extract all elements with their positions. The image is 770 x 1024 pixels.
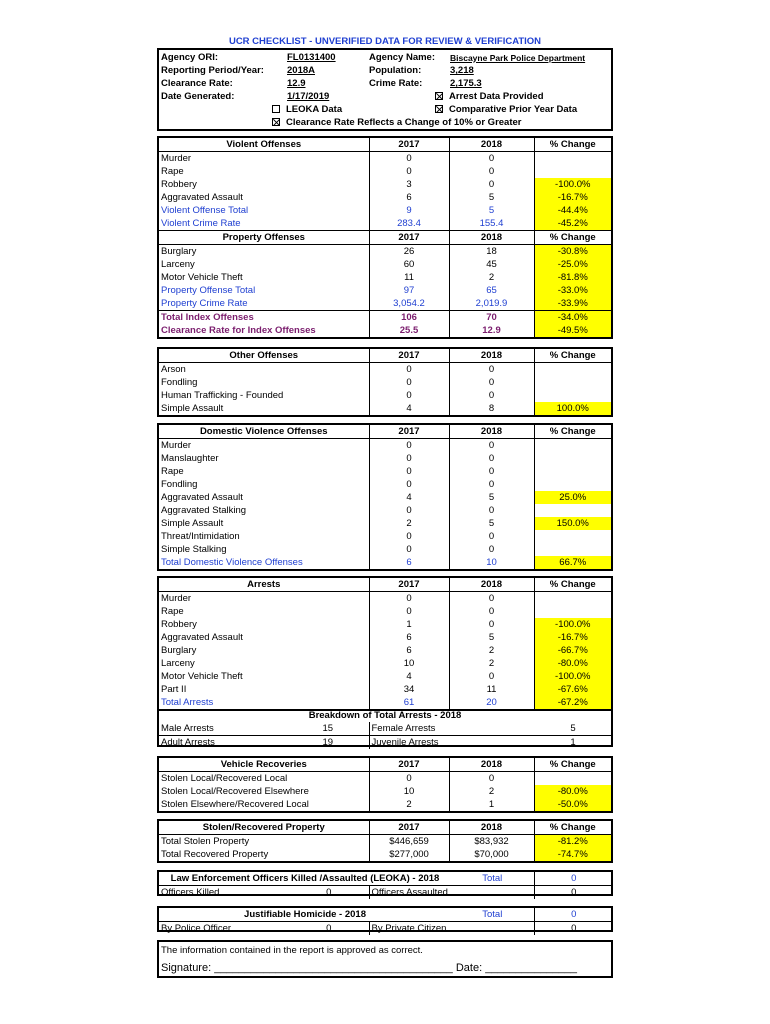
- column-header-2017: 2017: [369, 578, 449, 592]
- value-2018: 2,019.9: [449, 297, 534, 311]
- row-label: Arson: [161, 364, 186, 375]
- percent-change: -81.2%: [534, 835, 611, 849]
- table-row: [159, 504, 611, 517]
- table-row: [159, 683, 611, 696]
- row-label: Violent Crime Rate: [161, 218, 241, 229]
- section-title: Other Offenses: [159, 349, 369, 363]
- table-row: [159, 670, 611, 683]
- value-2018: 0: [449, 592, 534, 606]
- value-2017: 9: [369, 204, 449, 217]
- table-row: [159, 772, 611, 786]
- by-citizen-label: By Private Citizen: [369, 922, 449, 936]
- leoka-section: [157, 870, 613, 896]
- adult-arrests-value: 19: [322, 737, 334, 748]
- value-2018: 65: [449, 284, 534, 297]
- value-2017: 25.5: [369, 324, 449, 337]
- table-row: [159, 376, 611, 389]
- percent-change: 66.7%: [534, 556, 611, 569]
- homicide-title: Justifiable Homicide - 2018: [244, 909, 366, 920]
- agency-header: [157, 48, 613, 131]
- value-2018: 0: [449, 670, 534, 683]
- leoka-total-value: 0: [534, 872, 611, 886]
- value-2017: 0: [369, 152, 449, 166]
- column-header-2018: 2018: [449, 231, 534, 245]
- value-2017: 4: [369, 491, 449, 504]
- breakdown-title: Breakdown of Total Arrests - 2018: [308, 710, 462, 721]
- row-label: Total Index Offenses: [161, 312, 254, 323]
- value-2017: 283.4: [369, 217, 449, 231]
- row-label: Aggravated Assault: [161, 492, 243, 503]
- section-violent-offenses: [157, 136, 613, 339]
- column-header-2017: 2017: [369, 231, 449, 245]
- table-row: [159, 556, 611, 569]
- row-label: Stolen Elsewhere/Recovered Local: [161, 799, 309, 810]
- percent-change: [534, 452, 611, 465]
- table-row: [159, 491, 611, 504]
- checked-box-icon: [272, 118, 280, 126]
- value-2018: 5: [449, 491, 534, 504]
- clearance-value: 12.9: [287, 78, 306, 89]
- value-2017: 0: [369, 530, 449, 543]
- value-2017: $446,659: [369, 835, 449, 849]
- percent-change: -74.7%: [534, 848, 611, 861]
- row-label: Total Recovered Property: [161, 849, 269, 860]
- prior-year-checkbox[interactable]: [435, 104, 577, 115]
- value-2018: $83,932: [449, 835, 534, 849]
- column-header-change: % Change: [534, 138, 611, 152]
- population-label: Population:: [369, 65, 422, 76]
- by-citizen-value: 0: [534, 922, 611, 936]
- homicide-total-label: Total: [482, 909, 503, 920]
- value-2018: 5: [449, 517, 534, 530]
- table-row: [159, 848, 611, 861]
- signoff-box: [157, 940, 613, 978]
- percent-change: -67.2%: [534, 696, 611, 709]
- column-header-2017: 2017: [369, 138, 449, 152]
- percent-change: [534, 543, 611, 556]
- percent-change: [534, 592, 611, 606]
- table-row: [159, 271, 611, 284]
- table-row: [159, 618, 611, 631]
- row-label: Rape: [161, 466, 184, 477]
- value-2017: 4: [369, 670, 449, 683]
- column-header-2018: 2018: [449, 138, 534, 152]
- row-label: Larceny: [161, 658, 195, 669]
- value-2017: 0: [369, 772, 449, 786]
- percent-change: -34.0%: [534, 311, 611, 325]
- row-label: Simple Stalking: [161, 544, 227, 555]
- table-row: [159, 592, 611, 606]
- table-row: [159, 543, 611, 556]
- value-2018: 155.4: [449, 217, 534, 231]
- value-2018: 2: [449, 271, 534, 284]
- section-domestic-violence-offenses: [157, 423, 613, 571]
- table-row: [159, 297, 611, 311]
- row-label: Manslaughter: [161, 453, 219, 464]
- value-2018: 5: [449, 191, 534, 204]
- value-2017: 3,054.2: [369, 297, 449, 311]
- value-2017: 6: [369, 556, 449, 569]
- percent-change: -25.0%: [534, 258, 611, 271]
- officers-assaulted-value: 0: [534, 886, 611, 900]
- clearance-change-label: Clearance Rate Reflects a Change of 10% or Greater: [286, 117, 522, 128]
- value-2017: $277,000: [369, 848, 449, 861]
- value-2018: 0: [449, 618, 534, 631]
- row-label: Simple Assault: [161, 403, 224, 414]
- row-label: Robbery: [161, 179, 197, 190]
- section-title: Vehicle Recoveries: [159, 758, 369, 772]
- section-other-offenses: [157, 347, 613, 417]
- column-header-change: % Change: [534, 758, 611, 772]
- column-header-change: % Change: [534, 349, 611, 363]
- prior-year-label: Comparative Prior Year Data: [449, 104, 578, 115]
- arrest-data-checkbox[interactable]: [435, 91, 544, 102]
- row-label: Aggravated Assault: [161, 192, 243, 203]
- row-label: Aggravated Assault: [161, 632, 243, 643]
- row-label: Murder: [161, 440, 192, 451]
- female-arrests-value: 5: [535, 722, 611, 736]
- section-vehicle-recoveries: [157, 756, 613, 813]
- row-label: Violent Offense Total: [161, 205, 249, 216]
- value-2018: $70,000: [449, 848, 534, 861]
- value-2017: 0: [369, 592, 449, 606]
- percent-change: -67.6%: [534, 683, 611, 696]
- value-2017: 97: [369, 284, 449, 297]
- section-stolen-recovered-property: [157, 819, 613, 863]
- value-2017: 0: [369, 452, 449, 465]
- row-label: Rape: [161, 606, 184, 617]
- value-2017: 6: [369, 644, 449, 657]
- percent-change: -80.0%: [534, 785, 611, 798]
- value-2017: 0: [369, 478, 449, 491]
- row-label: Stolen Local/Recovered Elsewhere: [161, 786, 309, 797]
- row-label: Property Crime Rate: [161, 298, 248, 309]
- value-2018: 2: [449, 785, 534, 798]
- row-label: Rape: [161, 166, 184, 177]
- value-2017: 10: [369, 785, 449, 798]
- leoka-checkbox[interactable]: [272, 104, 342, 115]
- percent-change: -100.0%: [534, 618, 611, 631]
- table-row: [159, 231, 611, 245]
- percent-change: [534, 439, 611, 453]
- percent-change: -33.0%: [534, 284, 611, 297]
- officers-assaulted-label: Officers Assaulted: [369, 886, 449, 900]
- row-label: Robbery: [161, 619, 197, 630]
- column-header-2018: 2018: [449, 349, 534, 363]
- row-label: Stolen Local/Recovered Local: [161, 773, 288, 784]
- value-2018: 0: [449, 504, 534, 517]
- agency-name-value: Biscayne Park Police Department: [450, 53, 586, 63]
- value-2017: 34: [369, 683, 449, 696]
- unchecked-box-icon: [272, 105, 280, 113]
- table-row: [159, 452, 611, 465]
- percent-change: -50.0%: [534, 798, 611, 811]
- percent-change: -100.0%: [534, 670, 611, 683]
- percent-change: -16.7%: [534, 631, 611, 644]
- value-2017: 0: [369, 504, 449, 517]
- percent-change: [534, 772, 611, 786]
- value-2017: 0: [369, 439, 449, 453]
- value-2018: 11: [449, 683, 534, 696]
- value-2018: 2: [449, 657, 534, 670]
- agency-ori-value: FL0131400: [287, 52, 336, 63]
- section-title: Stolen/Recovered Property: [159, 821, 369, 835]
- percent-change: [534, 376, 611, 389]
- value-2018: 0: [449, 543, 534, 556]
- percent-change: -44.4%: [534, 204, 611, 217]
- table-row: [159, 284, 611, 297]
- table-row: [159, 530, 611, 543]
- value-2017: 0: [369, 376, 449, 389]
- value-2018: 18: [449, 245, 534, 259]
- subsection-title: Property Offenses: [159, 231, 369, 245]
- value-2017: 0: [369, 543, 449, 556]
- arrest-data-label: Arrest Data Provided: [449, 91, 544, 102]
- value-2018: 0: [449, 389, 534, 402]
- value-2018: 8: [449, 402, 534, 415]
- section-title: Domestic Violence Offenses: [159, 425, 369, 439]
- value-2018: 10: [449, 556, 534, 569]
- value-2018: 70: [449, 311, 534, 325]
- value-2018: 0: [449, 363, 534, 377]
- male-arrests-value: 15: [287, 722, 369, 736]
- table-row: [159, 152, 611, 166]
- value-2018: 0: [449, 165, 534, 178]
- percent-change: -100.0%: [534, 178, 611, 191]
- value-2017: 0: [369, 605, 449, 618]
- officers-killed-label: Officers Killed: [159, 886, 287, 900]
- row-label: Burglary: [161, 645, 197, 656]
- column-header-change: % Change: [534, 578, 611, 592]
- percent-change: -81.8%: [534, 271, 611, 284]
- table-row: [159, 785, 611, 798]
- column-header-2017: 2017: [369, 425, 449, 439]
- signature-line[interactable]: Signature: _______________________________________ Date: _______________: [161, 962, 577, 974]
- row-label: Property Offense Total: [161, 285, 256, 296]
- checked-box-icon: [435, 92, 443, 100]
- table-row: [159, 644, 611, 657]
- value-2017: 6: [369, 191, 449, 204]
- column-header-2018: 2018: [449, 425, 534, 439]
- value-2018: 0: [449, 478, 534, 491]
- value-2017: 3: [369, 178, 449, 191]
- table-row: [159, 324, 611, 337]
- clearance-label: Clearance Rate:: [161, 78, 233, 89]
- juvenile-arrests-label: Juvenile Arrests: [369, 736, 535, 750]
- agency-ori-label: Agency ORI:: [161, 52, 219, 63]
- table-row: [159, 258, 611, 271]
- value-2018: 0: [449, 772, 534, 786]
- female-arrests-label: Female Arrests: [369, 722, 535, 736]
- value-2017: 0: [369, 165, 449, 178]
- column-header-2017: 2017: [369, 821, 449, 835]
- value-2017: 10: [369, 657, 449, 670]
- approval-statement: The information contained in the report is approved as correct.: [161, 945, 423, 956]
- table-row: [159, 402, 611, 415]
- value-2018: 0: [449, 178, 534, 191]
- percent-change: -45.2%: [534, 217, 611, 231]
- male-arrests-label: Male Arrests: [159, 722, 287, 736]
- percent-change: -80.0%: [534, 657, 611, 670]
- percent-change: [534, 152, 611, 166]
- juvenile-arrests-value: 1: [570, 737, 576, 748]
- table-row: [159, 478, 611, 491]
- table-row: [159, 439, 611, 453]
- row-label: Simple Assault: [161, 518, 224, 529]
- value-2018: 0: [449, 465, 534, 478]
- table-row: [159, 657, 611, 670]
- value-2018: 0: [449, 152, 534, 166]
- row-label: Aggravated Stalking: [161, 505, 247, 516]
- by-police-value: 0: [287, 922, 369, 936]
- row-label: Total Domestic Violence Offenses: [161, 557, 303, 568]
- percent-change: [534, 363, 611, 377]
- adult-arrests-label: Adult Arrests: [161, 737, 215, 748]
- value-2018: 0: [449, 439, 534, 453]
- value-2018: 0: [449, 530, 534, 543]
- column-header-2018: 2018: [449, 821, 534, 835]
- value-2018: 20: [449, 696, 534, 709]
- value-2018: 5: [449, 204, 534, 217]
- value-2018: 12.9: [449, 324, 534, 337]
- table-row: [159, 204, 611, 217]
- row-label: Total Stolen Property: [161, 836, 250, 847]
- value-2018: 0: [449, 605, 534, 618]
- leoka-total-label: Total: [482, 873, 503, 884]
- percent-change: 100.0%: [534, 402, 611, 415]
- row-label: Clearance Rate for Index Offenses: [161, 325, 316, 336]
- value-2017: 6: [369, 631, 449, 644]
- value-2017: 2: [369, 798, 449, 811]
- percent-change: [534, 504, 611, 517]
- homicide-total-value: 0: [534, 908, 611, 922]
- value-2017: 0: [369, 465, 449, 478]
- crime-rate-value: 2,175.3: [450, 78, 482, 89]
- value-2018: 5: [449, 631, 534, 644]
- page-title: UCR CHECKLIST - UNVERIFIED DATA FOR REVIEW & VERIFICATION: [228, 36, 542, 47]
- percent-change: 150.0%: [534, 517, 611, 530]
- row-label: Murder: [161, 153, 192, 164]
- column-header-2017: 2017: [369, 349, 449, 363]
- leoka-label: LEOKA Data: [286, 104, 343, 115]
- table-row: [159, 217, 611, 231]
- table-row: [159, 191, 611, 204]
- section-title: Arrests: [159, 578, 369, 592]
- clearance-change-checkbox[interactable]: [272, 117, 521, 128]
- percent-change: [534, 530, 611, 543]
- percent-change: [534, 165, 611, 178]
- table-row: [159, 835, 611, 849]
- row-label: Motor Vehicle Theft: [161, 272, 243, 283]
- value-2017: 26: [369, 245, 449, 259]
- percent-change: -66.7%: [534, 644, 611, 657]
- section-title: Violent Offenses: [159, 138, 369, 152]
- value-2017: 4: [369, 402, 449, 415]
- row-label: Motor Vehicle Theft: [161, 671, 243, 682]
- percent-change: [534, 465, 611, 478]
- table-row: [159, 605, 611, 618]
- row-label: Fondling: [161, 377, 198, 388]
- row-label: Burglary: [161, 246, 197, 257]
- column-header-2018: 2018: [449, 578, 534, 592]
- value-2018: 0: [449, 452, 534, 465]
- percent-change: 25.0%: [534, 491, 611, 504]
- column-header-change: % Change: [534, 821, 611, 835]
- value-2018: 0: [449, 376, 534, 389]
- column-header-2018: 2018: [449, 758, 534, 772]
- by-police-label: By Police Officer: [159, 922, 287, 936]
- value-2018: 45: [449, 258, 534, 271]
- column-header-2017: 2017: [369, 758, 449, 772]
- value-2018: 2: [449, 644, 534, 657]
- table-row: [159, 696, 611, 709]
- percent-change: -16.7%: [534, 191, 611, 204]
- row-label: Threat/Intimidation: [161, 531, 240, 542]
- date-value: 1/17/2019: [287, 91, 330, 102]
- period-label: Reporting Period/Year:: [161, 65, 264, 76]
- table-row: [159, 465, 611, 478]
- percent-change: -30.8%: [534, 245, 611, 259]
- value-2017: 2: [369, 517, 449, 530]
- value-2017: 61: [369, 696, 449, 709]
- value-2017: 1: [369, 618, 449, 631]
- column-header-change: % Change: [534, 231, 611, 245]
- value-2017: 0: [369, 363, 449, 377]
- row-label: Fondling: [161, 479, 198, 490]
- officers-killed-value: 0: [287, 886, 369, 900]
- crime-rate-label: Crime Rate:: [369, 78, 423, 89]
- row-label: Larceny: [161, 259, 195, 270]
- value-2018: 1: [449, 798, 534, 811]
- column-header-change: % Change: [534, 425, 611, 439]
- checked-box-icon: [435, 105, 443, 113]
- table-row: [159, 311, 611, 325]
- percent-change: [534, 605, 611, 618]
- table-row: [159, 178, 611, 191]
- table-row: [159, 363, 611, 377]
- value-2017: 60: [369, 258, 449, 271]
- date-label: Date Generated:: [161, 91, 235, 102]
- row-label: Murder: [161, 593, 192, 604]
- agency-name-label: Agency Name:: [369, 52, 435, 63]
- table-row: [159, 517, 611, 530]
- row-label: Human Trafficking - Founded: [161, 390, 284, 401]
- table-row: [159, 245, 611, 259]
- table-row: [159, 165, 611, 178]
- value-2017: 0: [369, 389, 449, 402]
- period-value: 2018A: [287, 65, 315, 76]
- homicide-section: [157, 906, 613, 932]
- leoka-title: Law Enforcement Officers Killed /Assaulted (LEOKA) - 2018: [170, 873, 440, 884]
- population-value: 3,218: [450, 65, 474, 76]
- value-2017: 106: [369, 311, 449, 325]
- percent-change: -49.5%: [534, 324, 611, 337]
- percent-change: [534, 478, 611, 491]
- percent-change: -33.9%: [534, 297, 611, 311]
- arrest-breakdown: [157, 709, 613, 747]
- table-row: [159, 798, 611, 811]
- table-row: [159, 389, 611, 402]
- percent-change: [534, 389, 611, 402]
- value-2017: 11: [369, 271, 449, 284]
- table-row: [159, 631, 611, 644]
- section-arrests: [157, 576, 613, 711]
- row-label: Total Arrests: [161, 697, 214, 708]
- row-label: Part II: [161, 684, 187, 695]
